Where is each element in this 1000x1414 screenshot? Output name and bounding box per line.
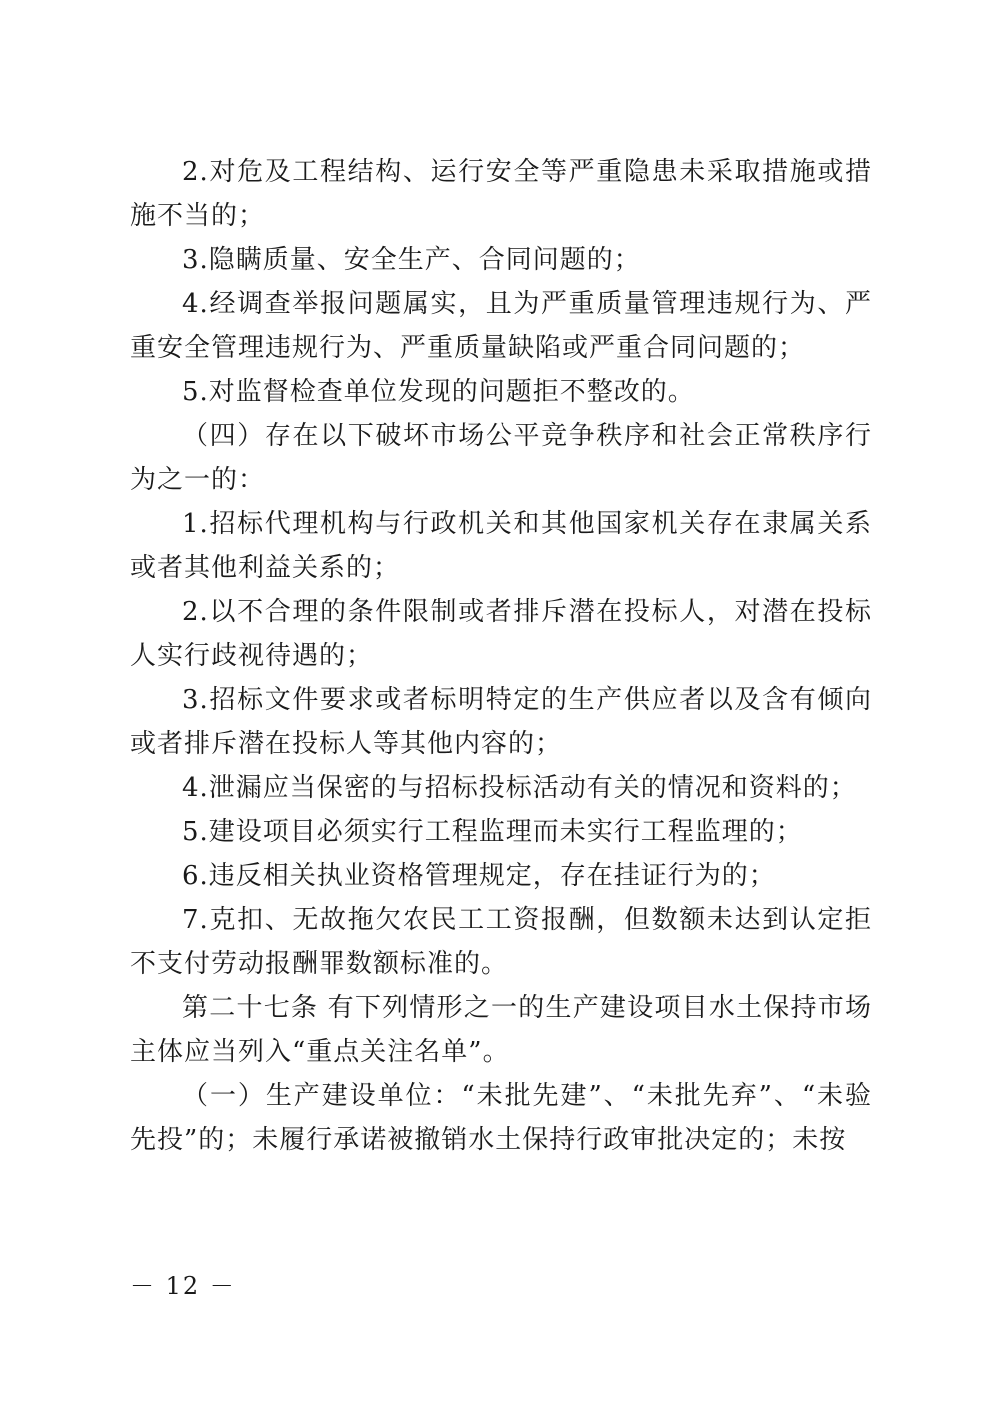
- paragraph-section-4-heading: （四）存在以下破坏市场公平竞争秩序和社会正常秩序行为之一的：: [130, 421, 872, 495]
- page-number: － 12 －: [130, 1272, 236, 1300]
- paragraph-item-2-hazard: 2.对危及工程结构、运行安全等严重隐患未采取措施或措施不当的；: [130, 157, 872, 231]
- paragraph-item-4-investigation: 4.经调查举报问题属实，且为严重质量管理违规行为、严重安全管理违规行为、严重质量缺陷或严重合同问题的；: [130, 289, 872, 363]
- body-text: [130, 150, 872, 1162]
- paragraph-item-3-concealment: 3.隐瞒质量、安全生产、合同问题的；: [182, 245, 641, 275]
- paragraph-article-27: 第二十七条 有下列情形之一的生产建设项目水土保持市场主体应当列入“重点关注名单”。: [130, 993, 872, 1067]
- paragraph-item-2-discrimination: 2.以不合理的条件限制或者排斥潜在投标人，对潜在投标人实行歧视待遇的；: [130, 597, 872, 671]
- paragraph-item-4-leak: 4.泄漏应当保密的与招标投标活动有关的情况和资料的；: [182, 773, 857, 803]
- paragraph-item-6-certificate: 6.违反相关执业资格管理规定，存在挂证行为的；: [182, 861, 776, 891]
- paragraph-item-5-supervision: 5.建设项目必须实行工程监理而未实行工程监理的；: [182, 817, 803, 847]
- paragraph-item-7-wages: 7.克扣、无故拖欠农民工工资报酬，但数额未达到认定拒不支付劳动报酬罪数额标准的。: [130, 905, 872, 979]
- paragraph-section-1-construction-unit: （一）生产建设单位：“未批先建”、“未批先弃”、“未验先投”的；未履行承诺被撤销水土保持行政审批决定的；未按: [130, 1081, 872, 1155]
- paragraph-item-1-agency: 1.招标代理机构与行政机关和其他国家机关存在隶属关系或者其他利益关系的；: [130, 509, 872, 583]
- paragraph-item-3-tender-docs: 3.招标文件要求或者标明特定的生产供应者以及含有倾向或者排斥潜在投标人等其他内容的；: [130, 685, 872, 759]
- paragraph-item-5-refusal: 5.对监督检查单位发现的问题拒不整改的。: [182, 377, 695, 407]
